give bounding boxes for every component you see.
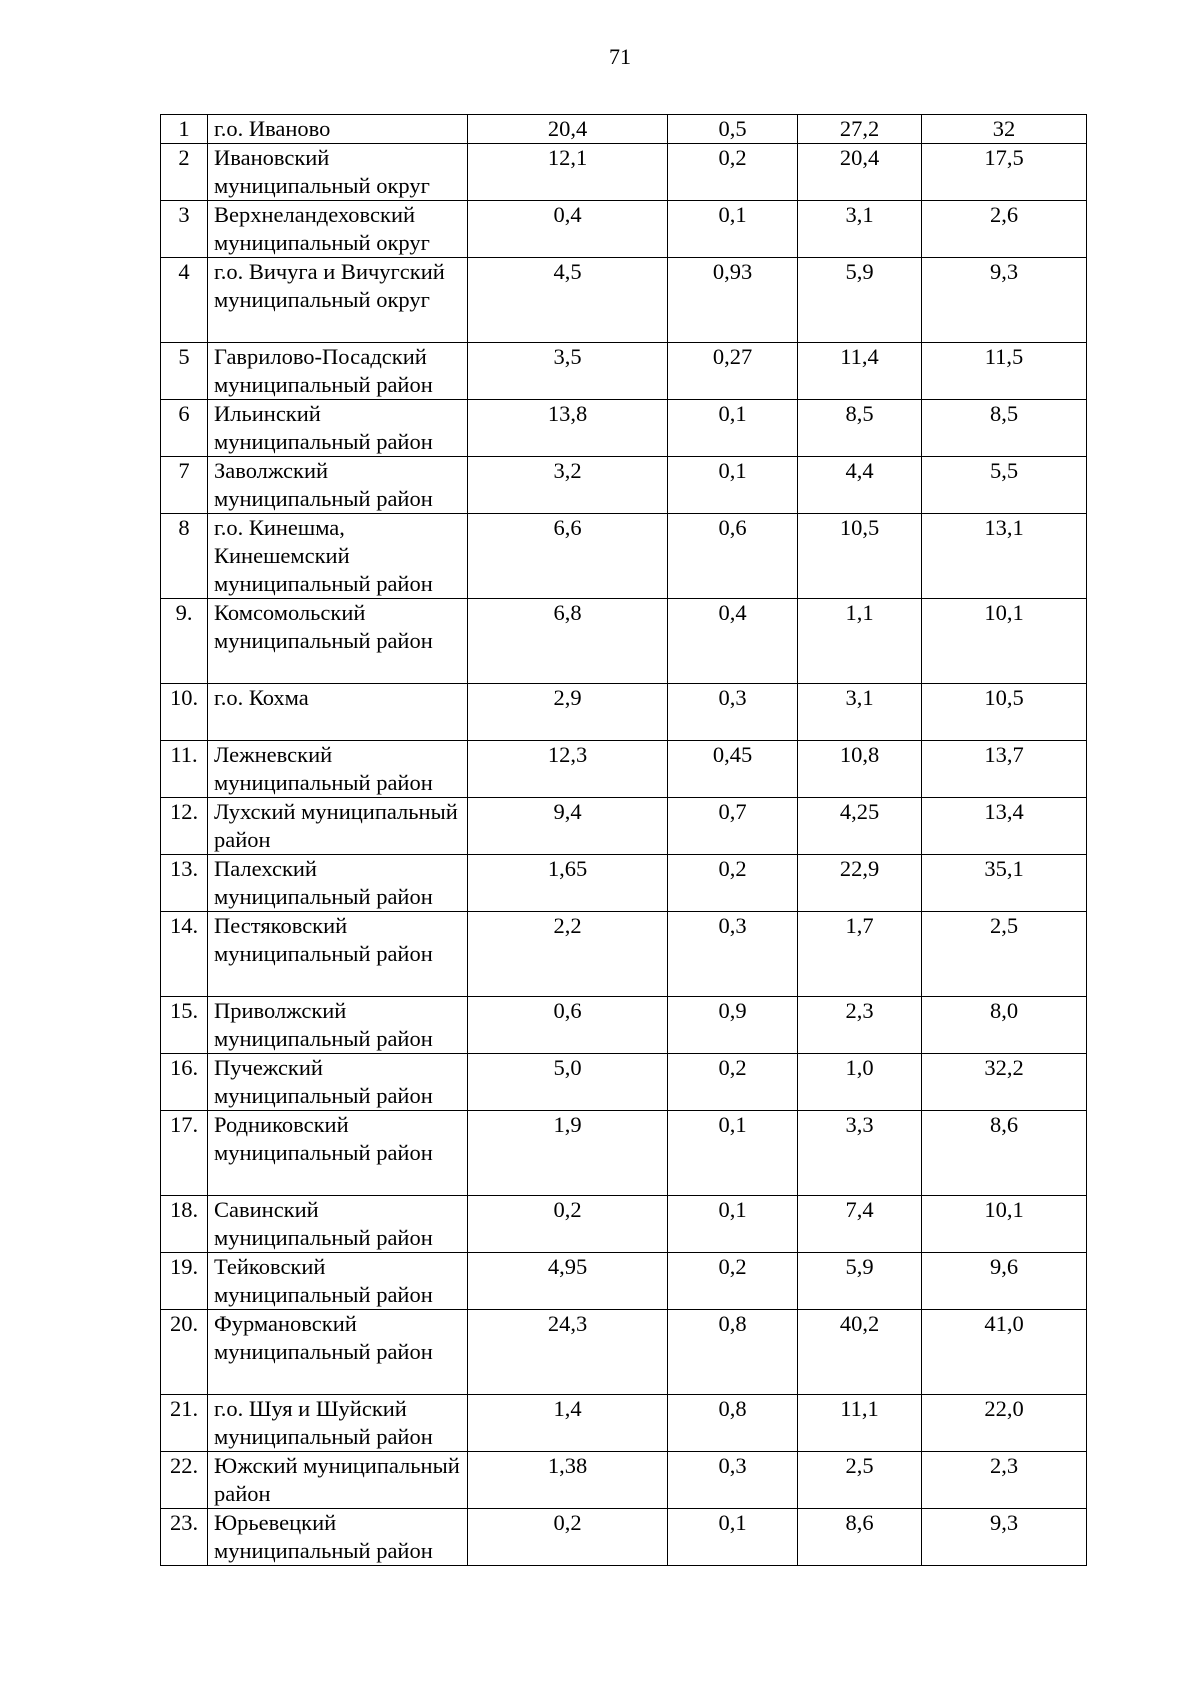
table-row xyxy=(161,1452,1087,1509)
value-col-1: 0,6 xyxy=(468,997,668,1054)
table-row xyxy=(161,1310,1087,1395)
value-col-4: 17,5 xyxy=(922,144,1087,201)
row-number: 18. xyxy=(161,1196,208,1253)
table-body xyxy=(161,115,1087,1566)
district-name: Гаврилово-Посадский муниципальный район xyxy=(208,343,468,400)
district-name: Южский муниципальный район xyxy=(208,1452,468,1509)
row-number: 13. xyxy=(161,855,208,912)
value-col-2: 0,5 xyxy=(668,115,798,144)
value-col-4: 9,3 xyxy=(922,258,1087,343)
value-col-3: 2,3 xyxy=(798,997,922,1054)
value-col-4: 8,6 xyxy=(922,1111,1087,1196)
value-col-2: 0,3 xyxy=(668,912,798,997)
value-col-2: 0,1 xyxy=(668,457,798,514)
district-name: г.о. Иваново xyxy=(208,115,468,144)
row-number: 11. xyxy=(161,741,208,798)
value-col-1: 24,3 xyxy=(468,1310,668,1395)
district-name: Ильинский муниципальный район xyxy=(208,400,468,457)
district-name: Приволжский муниципальный район xyxy=(208,997,468,1054)
value-col-3: 20,4 xyxy=(798,144,922,201)
value-col-4: 2,5 xyxy=(922,912,1087,997)
table-row xyxy=(161,997,1087,1054)
value-col-3: 8,6 xyxy=(798,1509,922,1566)
table-row xyxy=(161,144,1087,201)
table-row xyxy=(161,1054,1087,1111)
row-number: 23. xyxy=(161,1509,208,1566)
district-name: г.о. Кинешма, Кинешемский муниципальный район xyxy=(208,514,468,599)
value-col-1: 13,8 xyxy=(468,400,668,457)
value-col-1: 2,2 xyxy=(468,912,668,997)
row-number: 19. xyxy=(161,1253,208,1310)
value-col-2: 0,93 xyxy=(668,258,798,343)
table-row xyxy=(161,1395,1087,1452)
district-name: Комсомольский муниципальный район xyxy=(208,599,468,684)
row-number: 14. xyxy=(161,912,208,997)
value-col-3: 4,4 xyxy=(798,457,922,514)
value-col-4: 13,4 xyxy=(922,798,1087,855)
value-col-3: 3,3 xyxy=(798,1111,922,1196)
value-col-2: 0,1 xyxy=(668,1509,798,1566)
value-col-1: 3,2 xyxy=(468,457,668,514)
value-col-2: 0,27 xyxy=(668,343,798,400)
value-col-3: 1,0 xyxy=(798,1054,922,1111)
value-col-3: 22,9 xyxy=(798,855,922,912)
row-number: 15. xyxy=(161,997,208,1054)
row-number: 22. xyxy=(161,1452,208,1509)
table-row xyxy=(161,400,1087,457)
table-row xyxy=(161,1253,1087,1310)
value-col-3: 3,1 xyxy=(798,201,922,258)
value-col-3: 3,1 xyxy=(798,684,922,741)
row-number: 20. xyxy=(161,1310,208,1395)
value-col-4: 11,5 xyxy=(922,343,1087,400)
row-number: 9. xyxy=(161,599,208,684)
district-name: Родниковский муниципальный район xyxy=(208,1111,468,1196)
table-row xyxy=(161,1196,1087,1253)
district-name: Ивановский муниципальный округ xyxy=(208,144,468,201)
value-col-2: 0,1 xyxy=(668,1196,798,1253)
value-col-3: 5,9 xyxy=(798,258,922,343)
district-name: Савинский муниципальный район xyxy=(208,1196,468,1253)
value-col-2: 0,6 xyxy=(668,514,798,599)
table-row xyxy=(161,258,1087,343)
value-col-3: 4,25 xyxy=(798,798,922,855)
district-name: Лухский муниципальный район xyxy=(208,798,468,855)
value-col-2: 0,2 xyxy=(668,1253,798,1310)
value-col-4: 41,0 xyxy=(922,1310,1087,1395)
value-col-2: 0,3 xyxy=(668,684,798,741)
table-row xyxy=(161,514,1087,599)
value-col-4: 9,3 xyxy=(922,1509,1087,1566)
table-row xyxy=(161,684,1087,741)
value-col-4: 32 xyxy=(922,115,1087,144)
value-col-1: 4,5 xyxy=(468,258,668,343)
value-col-1: 3,5 xyxy=(468,343,668,400)
value-col-2: 0,9 xyxy=(668,997,798,1054)
value-col-2: 0,45 xyxy=(668,741,798,798)
value-col-4: 8,5 xyxy=(922,400,1087,457)
row-number: 21. xyxy=(161,1395,208,1452)
table-row xyxy=(161,457,1087,514)
value-col-3: 5,9 xyxy=(798,1253,922,1310)
row-number: 5 xyxy=(161,343,208,400)
value-col-3: 1,7 xyxy=(798,912,922,997)
district-name: Заволжский муниципальный район xyxy=(208,457,468,514)
value-col-4: 9,6 xyxy=(922,1253,1087,1310)
district-name: г.о. Вичуга и Вичугский муниципальный округ xyxy=(208,258,468,343)
value-col-4: 10,1 xyxy=(922,599,1087,684)
value-col-2: 0,2 xyxy=(668,1054,798,1111)
row-number: 12. xyxy=(161,798,208,855)
value-col-4: 35,1 xyxy=(922,855,1087,912)
value-col-3: 10,5 xyxy=(798,514,922,599)
table-row xyxy=(161,1111,1087,1196)
value-col-1: 12,3 xyxy=(468,741,668,798)
district-name: Верхнеландеховский муниципальный округ xyxy=(208,201,468,258)
value-col-3: 8,5 xyxy=(798,400,922,457)
value-col-4: 5,5 xyxy=(922,457,1087,514)
district-name: Пучежский муниципальный район xyxy=(208,1054,468,1111)
value-col-1: 2,9 xyxy=(468,684,668,741)
row-number: 16. xyxy=(161,1054,208,1111)
value-col-3: 11,1 xyxy=(798,1395,922,1452)
row-number: 8 xyxy=(161,514,208,599)
value-col-2: 0,1 xyxy=(668,400,798,457)
value-col-3: 2,5 xyxy=(798,1452,922,1509)
value-col-2: 0,3 xyxy=(668,1452,798,1509)
table-row xyxy=(161,115,1087,144)
value-col-1: 4,95 xyxy=(468,1253,668,1310)
district-name: г.о. Кохма xyxy=(208,684,468,741)
value-col-1: 6,8 xyxy=(468,599,668,684)
value-col-2: 0,4 xyxy=(668,599,798,684)
value-col-1: 20,4 xyxy=(468,115,668,144)
value-col-4: 8,0 xyxy=(922,997,1087,1054)
district-name: Лежневский муниципальный район xyxy=(208,741,468,798)
value-col-1: 6,6 xyxy=(468,514,668,599)
value-col-4: 32,2 xyxy=(922,1054,1087,1111)
district-name: Фурмановский муниципальный район xyxy=(208,1310,468,1395)
district-name: Палехский муниципальный район xyxy=(208,855,468,912)
value-col-1: 0,4 xyxy=(468,201,668,258)
value-col-4: 22,0 xyxy=(922,1395,1087,1452)
value-col-1: 0,2 xyxy=(468,1509,668,1566)
table-row xyxy=(161,798,1087,855)
value-col-1: 12,1 xyxy=(468,144,668,201)
value-col-4: 13,1 xyxy=(922,514,1087,599)
value-col-1: 1,9 xyxy=(468,1111,668,1196)
value-col-1: 1,38 xyxy=(468,1452,668,1509)
district-name: Юрьевецкий муниципальный район xyxy=(208,1509,468,1566)
value-col-2: 0,2 xyxy=(668,855,798,912)
table-row xyxy=(161,855,1087,912)
row-number: 7 xyxy=(161,457,208,514)
value-col-1: 0,2 xyxy=(468,1196,668,1253)
value-col-3: 7,4 xyxy=(798,1196,922,1253)
value-col-3: 1,1 xyxy=(798,599,922,684)
value-col-3: 40,2 xyxy=(798,1310,922,1395)
value-col-4: 2,3 xyxy=(922,1452,1087,1509)
table-row xyxy=(161,912,1087,997)
value-col-3: 10,8 xyxy=(798,741,922,798)
table-row xyxy=(161,741,1087,798)
value-col-4: 13,7 xyxy=(922,741,1087,798)
value-col-2: 0,8 xyxy=(668,1395,798,1452)
row-number: 1 xyxy=(161,115,208,144)
value-col-4: 10,1 xyxy=(922,1196,1087,1253)
table-row xyxy=(161,201,1087,258)
value-col-3: 11,4 xyxy=(798,343,922,400)
row-number: 6 xyxy=(161,400,208,457)
table-row xyxy=(161,1509,1087,1566)
value-col-3: 27,2 xyxy=(798,115,922,144)
value-col-2: 0,8 xyxy=(668,1310,798,1395)
district-name: Пестяковский муниципальный район xyxy=(208,912,468,997)
value-col-4: 10,5 xyxy=(922,684,1087,741)
value-col-2: 0,1 xyxy=(668,201,798,258)
data-table xyxy=(160,114,1087,1566)
page-number: 71 xyxy=(609,44,631,69)
district-name: г.о. Шуя и Шуйский муниципальный район xyxy=(208,1395,468,1452)
value-col-4: 2,6 xyxy=(922,201,1087,258)
district-name: Тейковский муниципальный район xyxy=(208,1253,468,1310)
value-col-1: 9,4 xyxy=(468,798,668,855)
value-col-2: 0,7 xyxy=(668,798,798,855)
value-col-1: 1,65 xyxy=(468,855,668,912)
row-number: 10. xyxy=(161,684,208,741)
row-number: 17. xyxy=(161,1111,208,1196)
value-col-2: 0,1 xyxy=(668,1111,798,1196)
row-number: 3 xyxy=(161,201,208,258)
value-col-1: 1,4 xyxy=(468,1395,668,1452)
row-number: 2 xyxy=(161,144,208,201)
table-row xyxy=(161,599,1087,684)
value-col-2: 0,2 xyxy=(668,144,798,201)
table-row xyxy=(161,343,1087,400)
value-col-1: 5,0 xyxy=(468,1054,668,1111)
row-number: 4 xyxy=(161,258,208,343)
